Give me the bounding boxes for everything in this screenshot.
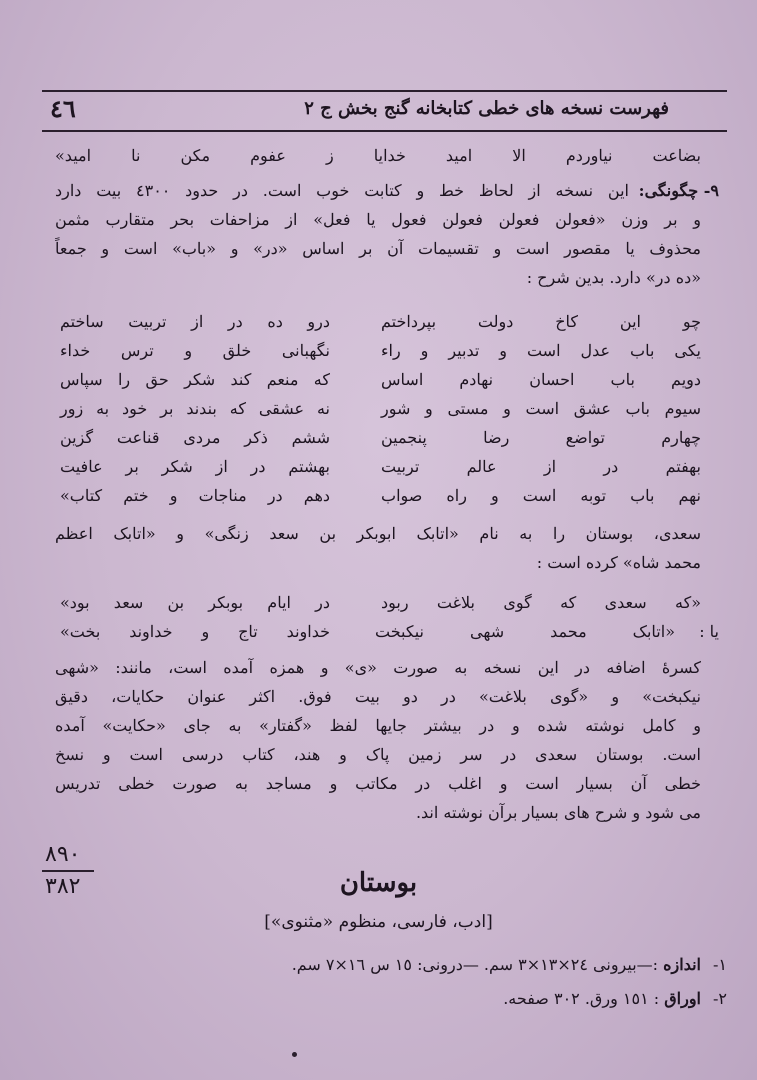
spec-label: اندازه [663,955,701,974]
entry-subject: [ادب، فارسی، منظوم «مثنوی»] [264,912,493,932]
running-title: فهرست نسخه های خطی کتابخانه گنج بخش ج ٢ [304,98,669,119]
verse-second-hemistich: نگهبانی خلق و ترس خداء [60,341,330,360]
ink-dot [292,1052,297,1057]
verse-first-hemistich: چهارم تواضع رضا پنجمین [381,428,701,447]
section-line: محذوف یا مقصور است و تقسیمات آن بر اساس «در» و «باب» است و جمعاً [55,239,701,258]
verse-first-hemistich: چو این کاخ دولت بپرداختم [381,312,701,331]
spec-number: ٢- [713,989,727,1008]
dedication-hemistich: خداوند تاج و خداوند بخت» [60,622,330,641]
section-marker: ٩- چگونگی: [638,181,719,200]
verse-second-hemistich: بهشتم در از شکر بر عافیت [60,457,330,476]
verse-first-hemistich: یکی باب عدل است و تدبیر و راء [381,341,701,360]
dedication-hemistich: در ایام بوبکر بن سعد بود» [60,593,330,612]
spec-value: :—بیرونی ٢٤×١٣×٣ سم. —درونی: ١٥ س ١٦×٧ سم. [291,955,659,974]
verse-second-hemistich: نه عشقی که بندند بر خود به زور [60,399,330,418]
spec-leaves [60,989,701,1008]
page-header [42,90,727,132]
verse-first-hemistich: دویم باب احسان نهادم اساس [381,370,701,389]
spec-size [60,955,701,974]
paragraph-line: خطی آن بسیار است و اغلب در مکاتب و مساجد به صورت خطی تدریس [55,774,701,793]
paragraph-line: کسرهٔ اضافه در این نسخه به صورت «ی» و همزه آمده است، مانند: «شهی [55,658,701,677]
paragraph-line: سعدی، بوستان را به نام «اتابک ابوبکر بن سعد زنگی» و «اتابک اعظم [55,524,701,543]
section-line: این نسخه از لحاظ خط و کتابت خوب است. در حدود ٤٣٠٠ بیت دارد [55,181,629,200]
dedication-hemistich: «که سعدی که گوی بلاغت ربود [381,593,701,612]
paragraph-line: می شود و شرح های بسیار برآن نوشته اند. [415,803,701,822]
spec-value: : ١٥١ ورق. ٣٠٢ صفحه. [503,989,660,1008]
dedication-hemistich: «اتابک محمد شهی نیکبخت [375,622,675,641]
verse-second-hemistich: درو ده در از تربیت ساختم [60,312,330,331]
entry-number: ٨٩٠ [45,842,81,867]
ya-label: یا : [699,622,719,641]
verse-first-hemistich: نهم باب توبه است و راه صواب [381,486,701,505]
intro-verse: بضاعت نیاوردم الا امید خدایا ز عفوم مکن نا امید» [55,146,701,165]
section-line: و بر وزن «فعولن فعولن فعولن فعول یا فعل» از مزاحفات بحر متقارب مثمن [55,210,701,229]
verse-second-hemistich: ششم ذکر مردی قناعت گزین [60,428,330,447]
spec-label: اوراق [664,989,701,1008]
spec-number: ١- [713,955,727,974]
paragraph-line: نیکبخت» و «گوی بلاغت» در دو بیت فوق. اکثر عنوان حکایات، دقیق [55,687,701,706]
verse-first-hemistich: بهفتم در از عالم تربیت [381,457,701,476]
paragraph-line: محمد شاه» کرده است : [536,553,701,572]
entry-manuscript-number: ٣٨٢ [45,874,81,899]
paragraph-line: است. بوستان سعدی در سر زمین پاک و هند، کتاب درسی است و نسخ [55,745,701,764]
page-number: ٤٦ [50,94,76,123]
verse-second-hemistich: که منعم کند شکر حق را سپاس [60,370,330,389]
verse-first-hemistich: سیوم باب عشق است و مستی و شور [381,399,701,418]
section-line: «ده در» دارد. بدین شرح : [526,268,701,287]
verse-second-hemistich: دهم در مناجات و ختم کتاب» [60,486,330,505]
paragraph-line: و کامل نوشته شده و در بیشتر جایها لفظ «گفتار» به جای «حکایت» آمده [55,716,701,735]
entry-title: بوستان [339,868,418,898]
